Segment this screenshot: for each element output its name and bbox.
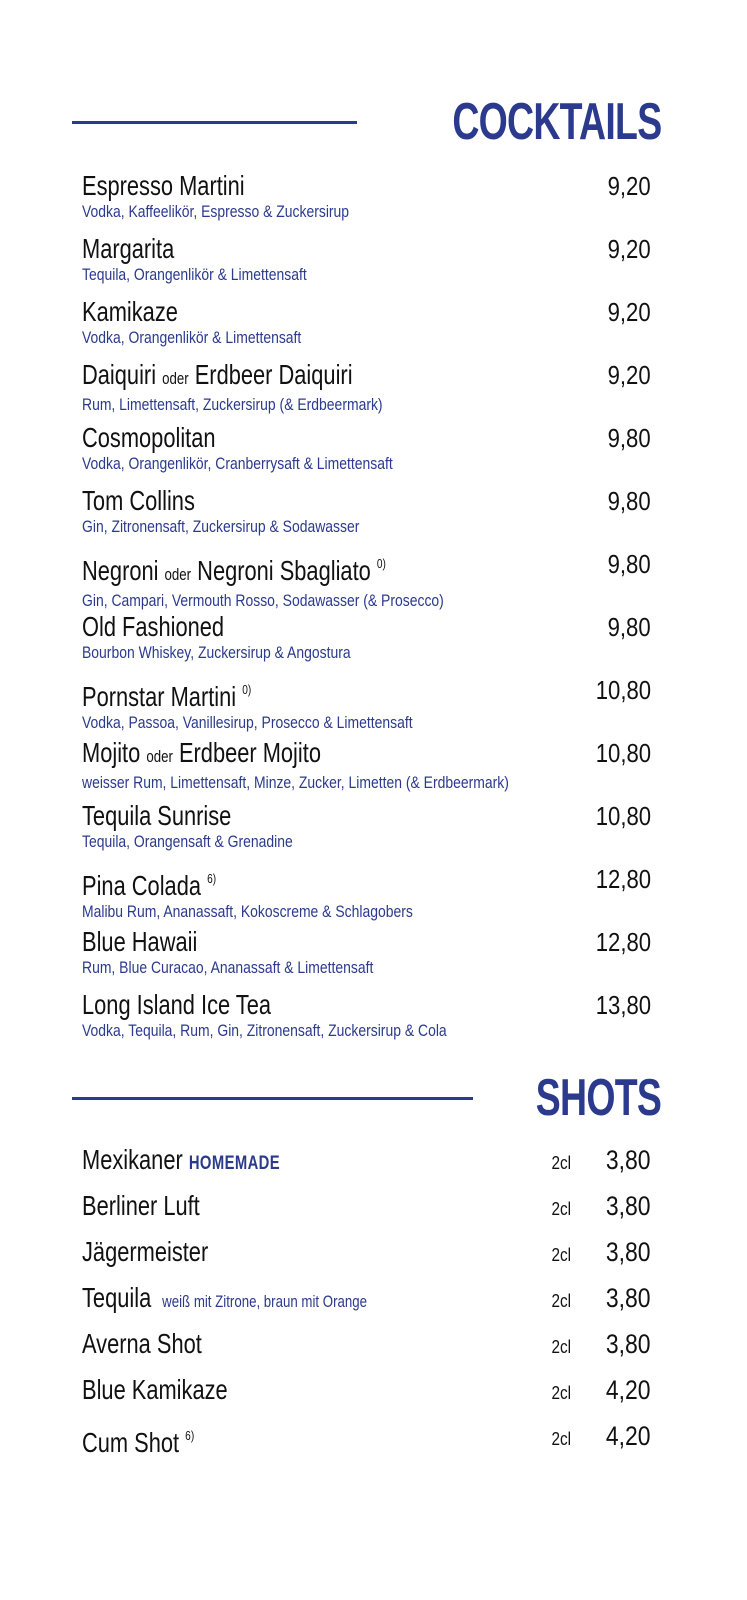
item-volume: 2cl: [551, 1429, 571, 1449]
item-price: 9,80: [607, 486, 651, 516]
item-description: Vodka, Tequila, Rum, Gin, Zitronensaft, Zuckersirup & Cola: [82, 1021, 447, 1040]
cocktails-title: COCKTAILS: [451, 93, 661, 151]
menu-item: [82, 611, 651, 673]
menu-item: [82, 359, 651, 421]
item-name: Mojito oder Erdbeer Mojito: [82, 737, 321, 768]
homemade-tag: HOMEMADE: [188, 1153, 281, 1174]
item-name: Long Island Ice Tea: [82, 989, 272, 1020]
item-name: Old Fashioned: [82, 611, 225, 642]
menu-item: [82, 737, 651, 799]
item-price: 10,80: [595, 675, 651, 705]
menu-item: [82, 800, 651, 862]
item-name: Mexikaner HOMEMADE: [82, 1144, 281, 1175]
item-description: Vodka, Orangenlikör, Cranberrysaft & Limettensaft: [82, 454, 393, 473]
menu-item: [82, 233, 651, 295]
allergen-note: 0): [242, 682, 252, 697]
item-name: Pina Colada $^{6)}$: [82, 870, 217, 901]
item-price: 3,80: [606, 1191, 651, 1221]
allergen-note: 0): [376, 556, 386, 571]
item-description: Vodka, Passoa, Vanillesirup, Prosecco & Limettensaft: [82, 713, 413, 732]
item-volume: 2cl: [551, 1337, 571, 1357]
item-name: Tequila Sunrise: [82, 800, 232, 831]
item-description: Bourbon Whiskey, Zuckersirup & Angostura: [82, 643, 351, 662]
item-name: Negroni oder Negroni Sbagliato $^{0)}$: [82, 555, 386, 586]
section-divider: [72, 121, 357, 124]
menu-item: [82, 485, 651, 547]
item-volume: 2cl: [551, 1245, 571, 1265]
item-connector: oder: [146, 747, 173, 766]
item-name: Margarita: [82, 233, 175, 264]
section-divider: [72, 1097, 473, 1100]
item-connector: oder: [162, 369, 189, 388]
menu-item: [82, 296, 651, 358]
cocktails-header: [72, 93, 661, 151]
menu-item: [82, 926, 651, 988]
item-description: Gin, Zitronensaft, Zuckersirup & Sodawasser: [82, 517, 360, 536]
item-name: Tequila weiß mit Zitrone, braun mit Orange: [82, 1282, 368, 1313]
item-volume: 2cl: [551, 1199, 571, 1219]
item-description: Rum, Blue Curacao, Ananassaft & Limettensaft: [82, 958, 374, 977]
item-description: Rum, Limettensaft, Zuckersirup (& Erdbeermark): [82, 395, 383, 414]
item-name: Blue Kamikaze: [82, 1374, 228, 1405]
item-name: Berliner Luft: [82, 1190, 200, 1221]
menu-item: [82, 548, 651, 610]
item-volume: 2cl: [551, 1383, 571, 1403]
item-volume: 2cl: [551, 1291, 571, 1311]
item-name: Tom Collins: [82, 485, 195, 516]
shot-item: [82, 1234, 651, 1274]
item-price: 9,80: [607, 423, 651, 453]
item-description: Tequila, Orangenlikör & Limettensaft: [82, 265, 307, 284]
menu-item: [82, 422, 651, 484]
item-name: Kamikaze: [82, 296, 178, 327]
item-detail: weiß mit Zitrone, braun mit Orange: [162, 1292, 368, 1311]
item-description: Tequila, Orangensaft & Grenadine: [82, 832, 293, 851]
menu-item: [82, 170, 651, 232]
item-connector: oder: [164, 565, 192, 584]
item-name: Cum Shot $^{6)}$: [82, 1427, 195, 1458]
item-price: 9,80: [607, 549, 651, 579]
shot-item: [82, 1372, 651, 1412]
item-price: 9,80: [607, 612, 651, 642]
item-name: Daiquiri oder Erdbeer Daiquiri: [82, 359, 353, 390]
item-name: Pornstar Martini $^{0)}$: [82, 681, 252, 712]
item-price: 4,20: [606, 1421, 651, 1451]
item-price: 3,80: [606, 1237, 651, 1267]
shot-item: [82, 1280, 651, 1320]
item-price: 4,20: [606, 1375, 651, 1405]
shots-title: SHOTS: [535, 1069, 661, 1127]
item-name: Cosmopolitan: [82, 422, 216, 453]
item-description: Vodka, Orangenlikör & Limettensaft: [82, 328, 302, 347]
shot-item: [82, 1142, 651, 1182]
item-price: 10,80: [595, 801, 651, 831]
item-volume: 2cl: [551, 1153, 571, 1173]
item-price: 10,80: [595, 738, 651, 768]
item-price: 9,20: [607, 360, 651, 390]
item-name: Espresso Martini: [82, 170, 245, 201]
item-description: Gin, Campari, Vermouth Rosso, Sodawasser (& Prosecco): [82, 591, 444, 610]
item-name: Jägermeister: [82, 1236, 209, 1267]
shots-header: [72, 1069, 661, 1127]
shot-item: [82, 1326, 651, 1366]
item-price: 9,20: [607, 297, 651, 327]
menu-item: [82, 989, 651, 1051]
item-price: 3,80: [606, 1145, 651, 1175]
item-name: Averna Shot: [82, 1328, 202, 1359]
shot-item: [82, 1188, 651, 1228]
item-price: 9,20: [607, 234, 651, 264]
shot-item: [82, 1418, 651, 1458]
item-price: 9,20: [607, 171, 651, 201]
item-price: 3,80: [606, 1329, 651, 1359]
menu-item: [82, 674, 651, 736]
item-price: 12,80: [595, 864, 651, 894]
item-name: Blue Hawaii: [82, 926, 198, 957]
item-price: 13,80: [595, 990, 651, 1020]
allergen-note: 6): [207, 871, 217, 886]
item-description: Malibu Rum, Ananassaft, Kokoscreme & Schlagobers: [82, 902, 413, 921]
item-description: Vodka, Kaffeelikör, Espresso & Zuckersirup: [82, 202, 350, 221]
menu-item: [82, 863, 651, 925]
allergen-note: 6): [185, 1428, 195, 1443]
item-description: weisser Rum, Limettensaft, Minze, Zucker, Limetten (& Erdbeermark): [82, 773, 509, 792]
item-price: 3,80: [606, 1283, 651, 1313]
item-price: 12,80: [595, 927, 651, 957]
